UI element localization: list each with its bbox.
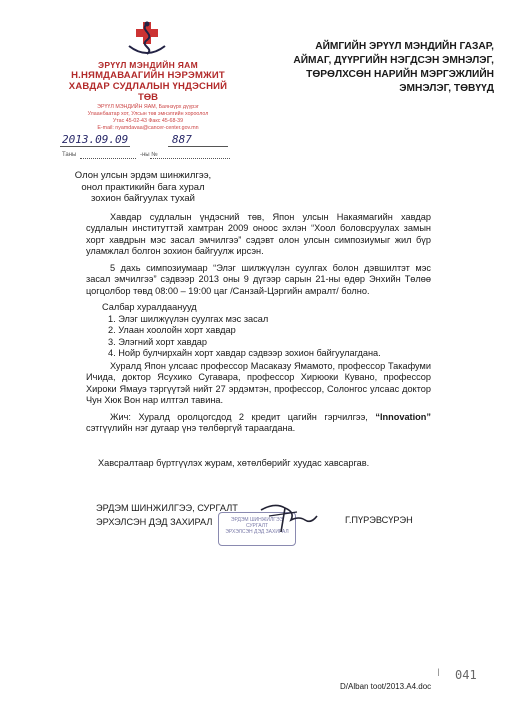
no-label: -ны № (140, 152, 158, 158)
note-text: Жич: Хуралд оролцогсдод 2 кредит цагийн гэрчилгээ, (110, 412, 376, 422)
body-paragraph-1: Хавдар судлалын үндэсний төв, Япон улсын Накаямагийн хавдар судлалын институттэй хамтран 2009 оноос эхлэн “Хоол боловсруулах замын хорт хавдрын мэс засал эмчилгээ” сэдэвт олон улсын симпозиумыг жил бүр уламжлал болгон зохион байгуулж ирсэн. (86, 212, 431, 256)
address-line: E-mail: nyamdavaa@cancer-center.gov.mn (97, 125, 199, 131)
body-paragraph-2: 5 дахь симпозиумаар “Элэг шилжүүлэн суулгах болон дэвшилтэт мэс засал эмчилгээ” сэдвээр 2013 оны 9 дүгээр сарын 21-ны өдөр Энхийн Төлөө цогцолбор төвд 08:00 – 19:00 цаг /Санзай-Цэргийн амралт/ болно. (86, 263, 431, 296)
tany-label: Таны (62, 152, 77, 158)
no-underline (150, 158, 230, 159)
list-item: 4. Нойр булчирхайн хорт хавдар сэдвээр зохион байгуулагдана. (108, 348, 381, 359)
recipient-line: АЙМАГ, ДҮҮРГИЙН НЭГДСЭН ЭМНЭЛЭГ, (293, 55, 494, 66)
address-line: ЭРҮҮЛ МЭНДИЙН ЯАМ, Баянзүрх дүүрэг (97, 104, 199, 110)
recipient-line: ЭМНЭЛЭГ, ТӨВҮҮД (399, 83, 494, 94)
sessions-list (96, 302, 381, 360)
signatory-title-line: ЭРХЭЛСЭН ДЭД ЗАХИРАЛ (96, 516, 213, 527)
journal-name: “Innovation” (375, 412, 431, 422)
subject-line: Олон улсын эрдэм шинжилгээ, (74, 170, 212, 181)
handwritten-signature-icon (255, 498, 325, 538)
subject-block (68, 170, 218, 205)
recipient-line: ТӨРӨЛХСӨН НАРИЙН МЭРГЭЖЛИЙН (306, 69, 494, 80)
stamp-text: СУРГАЛТ (245, 523, 269, 529)
body-paragraph-4 (86, 412, 431, 435)
address-line: Утас 45-02-43 Факс 45-68-39 (112, 118, 184, 124)
org-name-line2: ХАВДАР СУДЛАЛЫН ҮНДЭСНИЙ (68, 81, 228, 92)
subject-line: онол практикийн бага хурал (81, 181, 205, 193)
emblem-logo-icon (125, 20, 169, 60)
attachment-note: Хавсралтаар бүртгүүлэх журам, хөтөлбөрийг хуудас хавсаргав. (98, 458, 370, 468)
date-underline (60, 146, 130, 147)
list-item: 3. Элэгний хорт хавдар (108, 336, 208, 347)
note-text-end: сэтгүүлийн нэг дугаар үнэ төлбөргүй тараагдана. (86, 423, 296, 434)
letter-date: 2013.09.09 (62, 133, 129, 146)
address-line: Улаанбаатар хот, Улсын төв эмнэлгийн хороолол (87, 111, 209, 117)
recipient-line: АЙМГИЙН ЭРҮҮЛ МЭНДИЙН ГАЗАР, (315, 41, 494, 52)
list-item: 2. Улаан хоолойн хорт хавдар (108, 325, 236, 336)
subject-line: зохион байгуулах тухай (91, 193, 195, 204)
signatory-name: Г.ПҮРЭВСҮРЭН (345, 515, 413, 525)
list-item: 1. Элэг шилжүүлэн суулгах мэс засал (108, 313, 269, 324)
signatory-title (96, 502, 238, 529)
signatory-title-line: ЭРДЭМ ШИНЖИЛГЭЭ, СУРГАЛТ (96, 503, 238, 513)
ministry-name: ЭРҮҮЛ МЭНДИЙН ЯАМ (98, 60, 198, 70)
tany-underline (80, 158, 136, 159)
sessions-list-title: Салбар хуралдаанууд (102, 302, 197, 312)
file-path: D/Alban toot/2013.А4.doc (340, 682, 432, 691)
letter-number: 887 (172, 133, 192, 146)
page-number: 041 (455, 668, 477, 682)
body-paragraph-3: Хуралд Япон улсаас профессор Масаказу Ямамото, профессор Такафуми Ичида, доктор Ясухико Сугавара, профессор Хирюоки Кувано, профессор Хироки Ямауэ тэргүүтэй нийт 27 эрдэмтэн, профессор, Солонгос улсаас доктор Чун Хюк Вон нар илтгэл тавина. (86, 361, 431, 405)
stamp-text: ЭРДЭМ ШИНЖИЛГЭЭ (230, 517, 284, 523)
stamp-text: ЭРХЭЛСЭН ДЭД ЗАХИРАЛ (225, 529, 289, 535)
page-mark: Ⅰ (437, 668, 440, 679)
number-underline (168, 146, 228, 147)
org-name-line3: ТӨВ (137, 92, 159, 103)
org-name-line1: Н.НЯМДАВААГИЙН НЭРЭМЖИТ (71, 70, 225, 81)
